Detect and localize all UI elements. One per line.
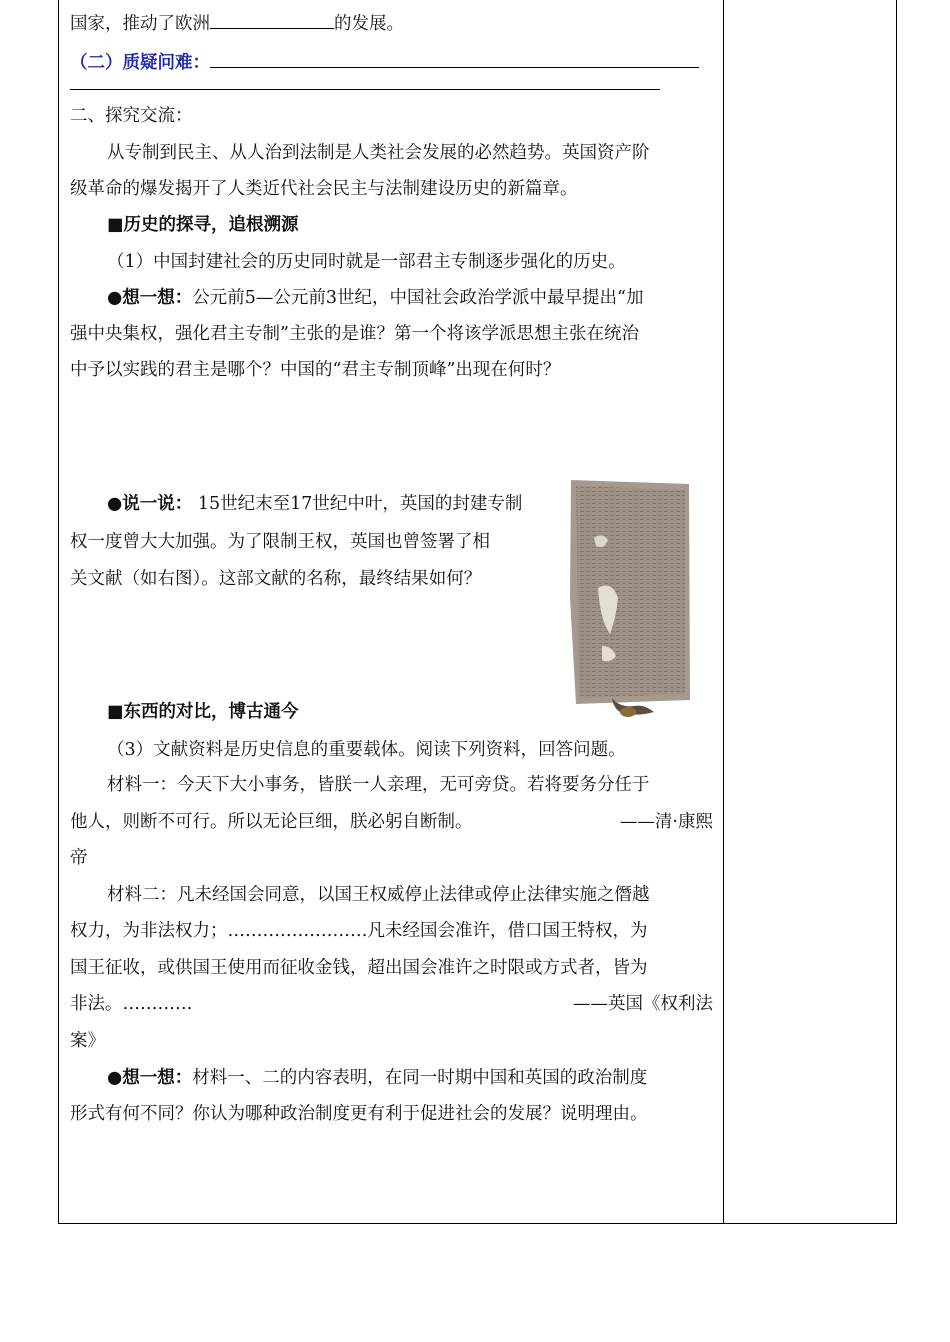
answer-blank-2[interactable]: [70, 71, 660, 90]
material-label: 材料二：: [107, 885, 177, 905]
column-divider: [723, 0, 724, 1224]
material-1: [107, 773, 650, 797]
old-document-photo: [568, 478, 692, 723]
material-2-line-4: [70, 992, 713, 1016]
text: 凡未经国会同意，以国王权威停止法律或停止法律实施之僭越: [177, 885, 650, 905]
source-text: 案》: [70, 1031, 105, 1051]
think-2: [107, 1066, 647, 1090]
material-2: [107, 883, 650, 907]
think-label: ●想一想：: [107, 288, 193, 308]
think-text: 强中央集权，强化君主专制”主张的是谁？第一个将该学派思想主张在统治: [70, 324, 639, 344]
fill-blank[interactable]: [210, 10, 334, 29]
text: 他人，则断不可行。所以无论巨细，朕必躬自断制。: [70, 812, 473, 832]
say-text: 关文献（如右图）。这部文献的名称，最终结果如何？: [70, 569, 482, 589]
text: 非法。…………: [70, 994, 193, 1014]
answer-blank[interactable]: [210, 49, 699, 68]
subheading: ■东西的对比，博古通今: [107, 702, 299, 722]
intro-text: 从专制到民主、从人治到法制是人类社会发展的必然趋势。英国资产阶: [107, 143, 650, 163]
think-1: [107, 286, 644, 310]
text: 15世纪末至17世纪中叶，英国的封建专制: [192, 494, 523, 514]
subheading: ■历史的探寻，追根溯源: [107, 215, 299, 235]
think-label: ●想一想：: [107, 1068, 193, 1088]
material-text: 国王征收，或供国王使用而征收金钱，超出国会准许之时限或方式者，皆为: [70, 958, 648, 978]
text: 的发展。: [334, 14, 404, 34]
section-label: （二）质疑问难：: [70, 53, 210, 73]
text: 今天下大小事务，皆朕一人亲理，无可旁贷。若将要务分任于: [177, 775, 650, 795]
material-label: 材料一：: [107, 775, 177, 795]
material-text: 权力，为非法权力；……………………凡未经国会准许，借口国王特权，为: [70, 921, 648, 941]
material-1-line-2: [70, 810, 713, 834]
question-1: （1）中国封建社会的历史同时就是一部君主专制逐步强化的历史。: [107, 252, 626, 272]
think-text: 形式有何不同？你认为哪种政治制度更有利于促进社会的发展？说明理由。: [70, 1104, 648, 1124]
answer-line-2[interactable]: [70, 71, 660, 97]
source-text: 帝: [70, 848, 88, 868]
question-3: （3）文献资料是历史信息的重要载体。阅读下列资料，回答问题。: [107, 740, 626, 760]
text: 公元前5—公元前3世纪，中国社会政治学派中最早提出“加: [192, 288, 644, 308]
think-text: 中予以实践的君主是哪个？中国的“君主专制顶峰”出现在何时？: [70, 360, 561, 380]
line-europe: [70, 10, 404, 36]
say-text: 权一度曾大大加强。为了限制王权，英国也曾签署了相: [70, 532, 490, 552]
source-text: ——清·康熙: [619, 812, 713, 832]
source-text: ——英国《权利法: [573, 994, 713, 1014]
text: 材料一、二的内容表明，在同一时期中国和英国的政治制度: [192, 1068, 648, 1088]
say-1: [107, 492, 552, 516]
say-label: ●说一说：: [107, 494, 193, 514]
text: 国家，推动了欧洲: [70, 14, 210, 34]
section-title: 二、探究交流：: [70, 106, 193, 126]
intro-text: 级革命的爆发揭开了人类近代社会民主与法制建设历史的新篇章。: [70, 179, 578, 199]
